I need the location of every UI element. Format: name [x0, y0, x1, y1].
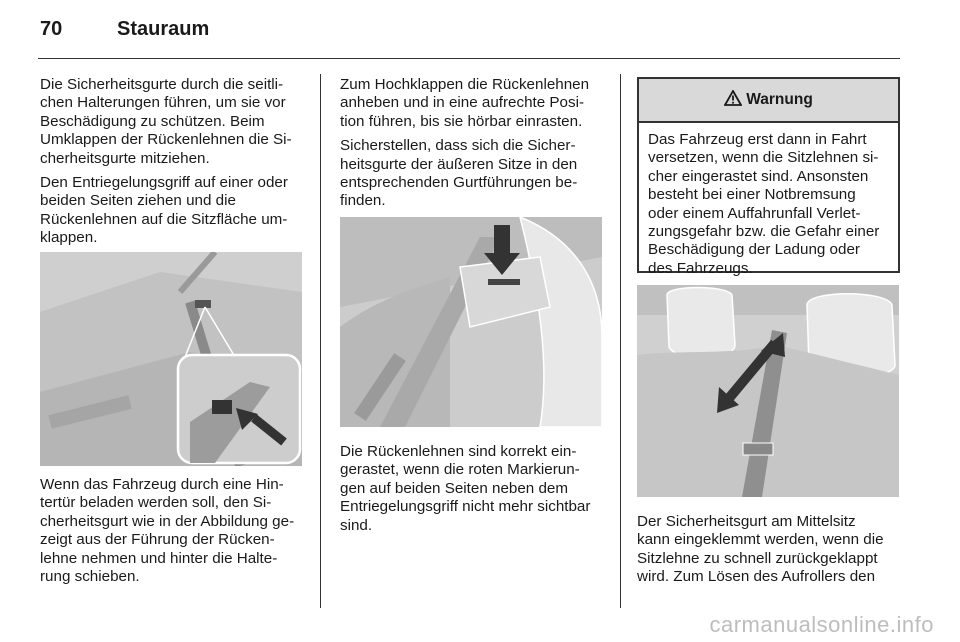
warning-box: [637, 77, 900, 277]
figure-center-belt: [637, 285, 899, 497]
column-2: [340, 76, 606, 217]
paragraph: Die Rückenlehnen sind korrekt ein- gerastet, wenn die roten Markierun- gen auf beiden Seiten neben dem Entriegelungsgriff nicht mehr sichtbar sind.: [340, 443, 591, 534]
header-rule: [38, 58, 900, 59]
warning-triangle-icon: [724, 90, 742, 111]
warning-text: Das Fahrzeug erst dann in Fahrt versetzen, wenn die Sitzlehnen si- cher eingerastet sind. Ansonsten besteht bei einer Notbremsung oder einem Auffahrunfall Verlet- zungsgefahr bzw. die Gefahr einer Beschädigung der Ladung oder des Fahrzeugs.: [648, 131, 880, 277]
paragraph: Sicherstellen, dass sich die Sicher- heitsgurte der äußeren Sitze in den entsprechenden Gurtführungen be- finden.: [340, 137, 578, 210]
paragraph: Wenn das Fahrzeug durch eine Hin- tertür beladen werden soll, den Si- cherheitsgurt wie in der Abbildung ge- zeigt aus der Führung der Rücken- lehne nehmen und hinter die Halte- rung schieben.: [40, 476, 295, 586]
paragraph: Den Entriegelungsgriff auf einer oder beiden Seiten ziehen und die Rückenlehnen auf die Sitzfläche um- klappen.: [40, 174, 288, 247]
column-2-lower: [340, 443, 606, 541]
page-title: Stauraum: [117, 18, 210, 40]
warning-header: [639, 79, 898, 123]
page-number: 70: [40, 18, 63, 40]
illustration-center-seatbelt: [637, 285, 899, 497]
column-3-lower: [637, 513, 902, 593]
figure-release-handle: [340, 217, 602, 427]
column-1: [40, 76, 305, 254]
paragraph: Die Sicherheitsgurte durch die seitli- chen Halterungen führen, um sie vor Beschädigung zu schützen. Beim Umklappen der Rückenlehnen die Si- cherheitsgurte mitziehen.: [40, 76, 292, 167]
paragraph: Der Sicherheitsgurt am Mittelsitz kann eingeklemmt werden, wenn die Sitzlehne zu schnell zurückgeklappt wird. Zum Lösen des Aufrollers den: [637, 513, 884, 586]
warning-title: Warnung: [746, 91, 813, 108]
paragraph: Zum Hochklappen die Rückenlehnen anheben und in eine aufrechte Posi- tion führen, bis sie hörbar einrasten.: [340, 76, 590, 130]
illustration-folded-seat: [40, 252, 302, 466]
illustration-release-handle: [340, 217, 602, 427]
column-divider-left: [320, 74, 321, 608]
figure-folded-seatback: [40, 252, 302, 466]
column-divider-right: [620, 74, 621, 608]
column-1-lower: [40, 476, 305, 592]
watermark: carmanualsonline.info: [709, 612, 934, 637]
